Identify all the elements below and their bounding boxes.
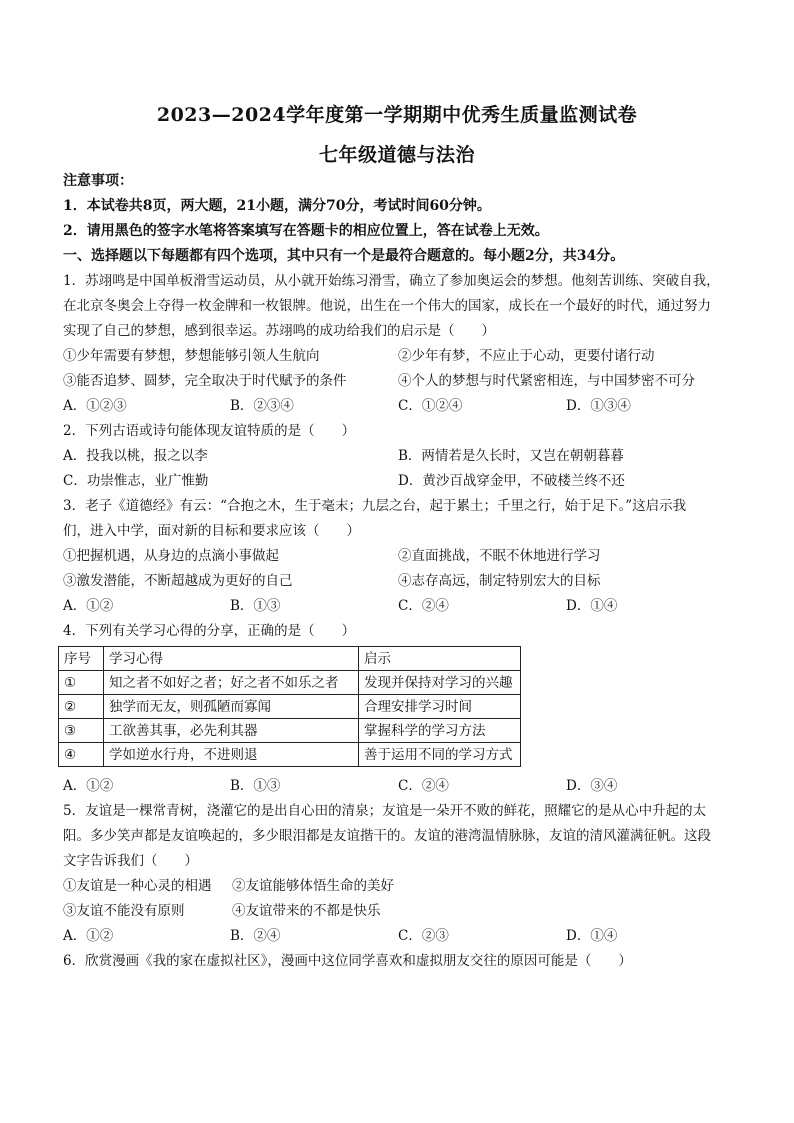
q1-statement: ①少年需要有梦想，梦想能够引领人生航向 bbox=[63, 348, 320, 364]
table-cell: 发现并保持对学习的兴趣 bbox=[359, 671, 521, 695]
q5-option-c: C．②③ bbox=[398, 928, 449, 944]
q3-stem-line: 们，进入中学，面对新的目标和要求应该（ ） bbox=[63, 523, 360, 539]
q5-option-d: D．①④ bbox=[566, 928, 618, 944]
table-row bbox=[59, 743, 521, 767]
table-row bbox=[59, 695, 521, 719]
table-header-cell: 启示 bbox=[359, 647, 521, 671]
q4-stem: 4．下列有关学习心得的分享，正确的是（ ） bbox=[63, 623, 356, 639]
notice-item: 2．请用黑色的签字水笔将答案填写在答题卡的相应位置上，答在试卷上无效。 bbox=[63, 223, 549, 239]
exam-subtitle: 七年级道德与法治 bbox=[318, 144, 475, 166]
table-cell: 知之者不如好之者；好之者不如乐之者 bbox=[104, 671, 359, 695]
q5-option-b: B．②④ bbox=[230, 928, 281, 944]
table-cell: ③ bbox=[59, 719, 104, 743]
q6-stem: 6．欣赏漫画《我的家在虚拟社区》，漫画中这位同学喜欢和虚拟朋友交往的原因可能是（ ） bbox=[63, 953, 632, 969]
q2-option-a: A．投我以桃，报之以李 bbox=[63, 448, 208, 464]
q1-option-c: C．①②④ bbox=[398, 398, 463, 414]
table-header-row bbox=[59, 647, 521, 671]
table-cell: ④ bbox=[59, 743, 104, 767]
table-cell: 合理安排学习时间 bbox=[359, 695, 521, 719]
q5-statement: ①友谊是一种心灵的相遇 bbox=[63, 878, 212, 894]
q3-stem-line: 3．老子《道德经》有云：“合抱之木，生于毫末；九层之台，起于累土；千里之行，始于足下。”这启示我 bbox=[63, 498, 687, 514]
q4-option-d: D．③④ bbox=[566, 778, 618, 794]
q1-stem-line: 在北京冬奥会上夺得一枚金牌和一枚银牌。他说，出生在一个伟大的国家，成长在一个最好的时代，通过努力 bbox=[63, 298, 711, 314]
q4-option-a: A．①② bbox=[63, 778, 114, 794]
q1-statement: ③能否追梦、圆梦，完全取决于时代赋予的条件 bbox=[63, 373, 347, 389]
table-cell: 工欲善其事，必先利其器 bbox=[104, 719, 359, 743]
q5-stem-line: 5．友谊是一棵常青树，浇灌它的是出自心田的清泉；友谊是一朵开不败的鲜花，照耀它的是从心中升起的太 bbox=[63, 803, 707, 819]
q4-option-b: B．①③ bbox=[230, 778, 281, 794]
notice-heading: 注意事项： bbox=[63, 173, 133, 189]
table-row bbox=[59, 671, 521, 695]
q1-statement: ②少年有梦，不应止于心动，更要付诸行动 bbox=[398, 348, 655, 364]
q1-option-a: A．①②③ bbox=[63, 398, 127, 414]
table-header-cell: 序号 bbox=[59, 647, 104, 671]
q2-option-b: B．两情若是久长时，又岂在朝朝暮暮 bbox=[398, 448, 624, 464]
table-row bbox=[59, 719, 521, 743]
table-cell: ② bbox=[59, 695, 104, 719]
table-cell: ① bbox=[59, 671, 104, 695]
q3-option-d: D．①④ bbox=[566, 598, 618, 614]
q1-stem-line: 1．苏翊鸣是中国单板滑雪运动员，从小就开始练习滑雪，确立了参加奥运会的梦想。他刻苦训练、突破自我， bbox=[63, 273, 720, 289]
q3-statement: ④志存高远，制定特别宏大的目标 bbox=[398, 573, 601, 589]
q3-statement: ①把握机遇，从身边的点滴小事做起 bbox=[63, 548, 279, 564]
q1-option-b: B．②③④ bbox=[230, 398, 294, 414]
table-cell: 掌握科学的学习方法 bbox=[359, 719, 521, 743]
q5-statement: ③友谊不能没有原则 bbox=[63, 903, 185, 919]
q2-option-c: C．功崇惟志，业广惟勤 bbox=[63, 473, 209, 489]
table-header-cell: 学习心得 bbox=[104, 647, 359, 671]
q4-option-c: C．②④ bbox=[398, 778, 449, 794]
q1-stem-line: 实现了自己的梦想，感到很幸运。苏翊鸣的成功给我们的启示是（ ） bbox=[63, 323, 495, 339]
q5-statement: ④友谊带来的不都是快乐 bbox=[232, 903, 381, 919]
table-cell: 学如逆水行舟，不进则退 bbox=[104, 743, 359, 767]
section-heading: 一、选择题以下每题都有四个选项，其中只有一个是最符合题意的。每小题2分，共34分。 bbox=[63, 248, 625, 264]
q5-stem-line: 文字告诉我们（ ） bbox=[63, 853, 198, 869]
q1-option-d: D．①③④ bbox=[566, 398, 631, 414]
q3-option-c: C．②④ bbox=[398, 598, 449, 614]
table-cell: 善于运用不同的学习方式 bbox=[359, 743, 521, 767]
q3-statement: ③激发潜能，不断超越成为更好的自己 bbox=[63, 573, 293, 589]
q3-option-a: A．①② bbox=[63, 598, 114, 614]
notice-item: 1．本试卷共8页，两大题，21小题，满分70分，考试时间60分钟。 bbox=[63, 198, 491, 214]
q4-table bbox=[58, 646, 521, 767]
exam-title: 2023—2024学年度第一学期期中优秀生质量监测试卷 bbox=[156, 104, 638, 126]
table-cell: 独学而无友，则孤陋而寡闻 bbox=[104, 695, 359, 719]
q3-statement: ②直面挑战，不眠不休地进行学习 bbox=[398, 548, 601, 564]
q1-statement: ④个人的梦想与时代紧密相连，与中国梦密不可分 bbox=[398, 373, 695, 389]
q3-option-b: B．①③ bbox=[230, 598, 281, 614]
q2-stem: 2．下列古语或诗句能体现友谊特质的是（ ） bbox=[63, 423, 356, 439]
q2-option-d: D．黄沙百战穿金甲，不破楼兰终不还 bbox=[398, 473, 625, 489]
q5-statement: ②友谊能够体悟生命的美好 bbox=[232, 878, 394, 894]
q5-option-a: A．①② bbox=[63, 928, 114, 944]
q5-stem-line: 阳。多少笑声都是友谊唤起的，多少眼泪都是友谊揩干的。友谊的港湾温情脉脉，友谊的清风灌满征帆。这段 bbox=[63, 828, 711, 844]
